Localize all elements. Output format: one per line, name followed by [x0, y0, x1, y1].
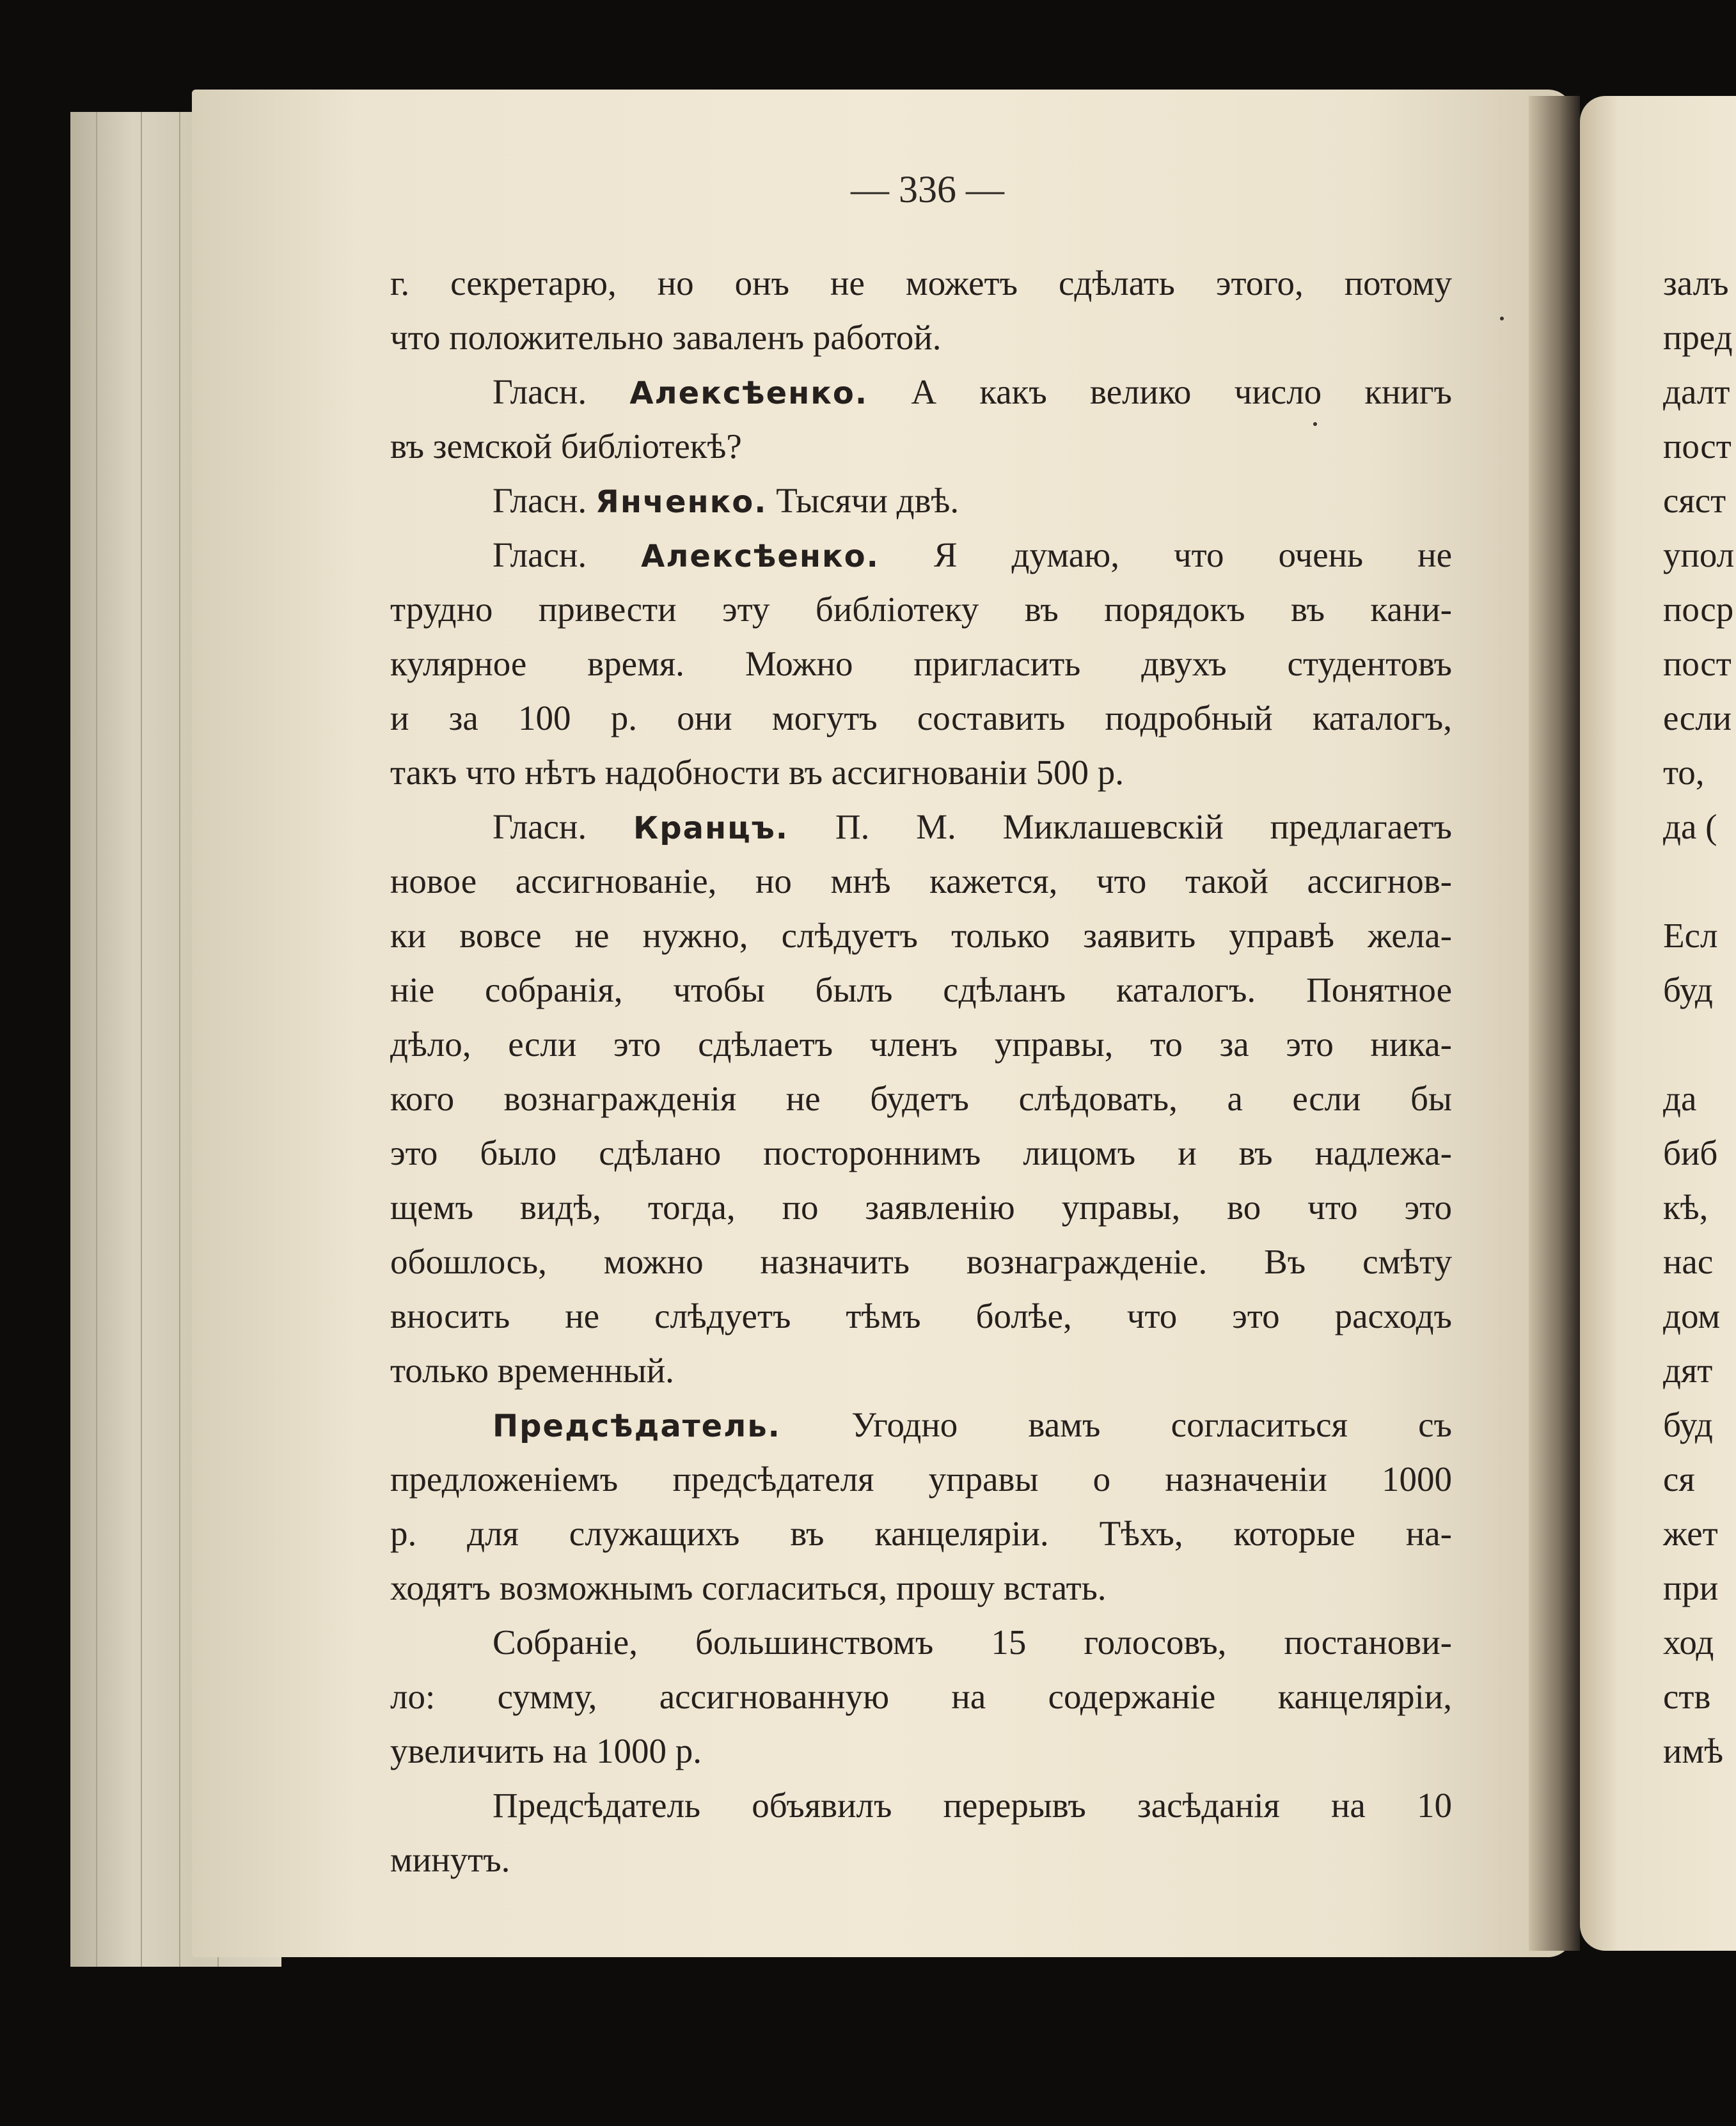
- text-fragment: ся: [1663, 1460, 1695, 1499]
- text-line: ходятъ возможнымъ согласиться, прошу встать.: [390, 1568, 1107, 1607]
- text-fragment: дом: [1663, 1296, 1721, 1335]
- text-fragment: если: [1663, 698, 1732, 737]
- page-edge-line: [96, 112, 97, 1967]
- text-line: Гласн. Янченко. Тысячи двѣ.: [493, 481, 959, 520]
- right-page-text: [1663, 256, 1736, 1778]
- text-line: минутъ.: [390, 1840, 510, 1879]
- text-line: г. секретарю, но онъ не можетъ сдѣлать этого, потому: [390, 264, 1452, 303]
- text-fragment: пост: [1663, 427, 1732, 466]
- speaker-name: Янченко.: [595, 484, 768, 520]
- text-fragment: при: [1663, 1568, 1719, 1607]
- text-fragment: залъ: [1663, 264, 1729, 303]
- book-gutter: [1529, 96, 1580, 1951]
- text-line: вносить не слѣдуетъ тѣмъ болѣе, что это расходъ: [390, 1296, 1452, 1335]
- text-fragment: ств: [1663, 1677, 1711, 1716]
- text-fragment: пост: [1663, 644, 1732, 683]
- ink-speck: [1313, 422, 1317, 426]
- text-line: Гласн. Алексѣенко. Я думаю, что очень не: [493, 535, 1452, 574]
- text-line: Гласн. Кранцъ. П. М. Миклашевскій предлагаетъ: [493, 807, 1452, 846]
- text-line: новое ассигнованіе, но мнѣ кажется, что такой ассигнов-: [390, 862, 1452, 901]
- text-line: кого вознагражденія не будетъ слѣдовать, а если бы: [390, 1079, 1452, 1118]
- text-fragment: Есл: [1663, 916, 1718, 955]
- text-fragment: упол: [1663, 535, 1735, 574]
- text-line: ло: сумму, ассигнованную на содержаніе канцеляріи,: [390, 1677, 1452, 1716]
- text-fragment: пред: [1663, 318, 1733, 357]
- speaker-name: Алексѣенко.: [629, 375, 869, 411]
- text-line: обошлось, можно назначить вознагражденіе. Въ смѣту: [390, 1242, 1452, 1281]
- text-fragment: далт: [1663, 372, 1730, 411]
- text-line: Собраніе, большинствомъ 15 голосовъ, постанови-: [493, 1623, 1452, 1662]
- text-fragment: имѣ: [1663, 1731, 1724, 1770]
- speaker-name: Алексѣенко.: [641, 539, 880, 574]
- text-fragment: да: [1663, 1079, 1697, 1118]
- text-fragment: нас: [1663, 1242, 1714, 1281]
- text-line: въ земской библіотекѣ?: [390, 427, 742, 466]
- text-line: что положительно заваленъ работой.: [390, 318, 942, 357]
- text-line: увеличить на 1000 р.: [390, 1731, 702, 1770]
- speaker-name: Предсѣдатель.: [493, 1408, 781, 1444]
- text-line: кулярное время. Можно пригласить двухъ студентовъ: [390, 644, 1452, 683]
- ink-speck: [1500, 317, 1504, 320]
- text-line: ніе собранія, чтобы былъ сдѣланъ каталогъ. Понятное: [390, 970, 1452, 1009]
- text-line: щемъ видѣ, тогда, по заявленію управы, во что это: [390, 1188, 1452, 1227]
- text-line: дѣло, если это сдѣлаетъ членъ управы, то за это ника-: [390, 1025, 1452, 1064]
- text-line: только временный.: [390, 1351, 674, 1390]
- text-line: такъ что нѣтъ надобности въ ассигнованіи 500 р.: [390, 753, 1124, 792]
- text-fragment: то,: [1663, 753, 1705, 792]
- page-edge-line: [141, 112, 142, 1967]
- text-fragment: буд: [1663, 970, 1713, 1009]
- left-page-text: [390, 256, 1452, 1887]
- text-fragment: сяст: [1663, 481, 1726, 520]
- speaker-name: Кранцъ.: [633, 810, 789, 846]
- text-line: и за 100 р. они могутъ составить подробный каталогъ,: [390, 698, 1452, 737]
- text-fragment: жет: [1663, 1514, 1718, 1553]
- text-line: предложеніемъ предсѣдателя управы о назначеніи 1000: [390, 1460, 1452, 1499]
- text-line: это было сдѣлано постороннимъ лицомъ и въ надлежа-: [390, 1133, 1452, 1172]
- text-line: р. для служащихъ въ канцеляріи. Тѣхъ, которые на-: [390, 1514, 1452, 1553]
- text-line: трудно привести эту библіотеку въ порядокъ въ кани-: [390, 590, 1452, 629]
- text-fragment: буд: [1663, 1405, 1713, 1444]
- text-line: ки вовсе не нужно, слѣдуетъ только заявить управѣ жела-: [390, 916, 1452, 955]
- text-fragment: поср: [1663, 590, 1734, 629]
- text-line: Предсѣдатель. Угодно вамъ согласиться съ: [493, 1405, 1452, 1444]
- text-fragment: дят: [1663, 1351, 1713, 1390]
- text-fragment: биб: [1663, 1133, 1718, 1172]
- text-line: Предсѣдатель объявилъ перерывъ засѣданія на 10: [493, 1786, 1452, 1825]
- page-number: — 336 —: [851, 168, 1004, 210]
- text-line: Гласн. Алексѣенко. А какъ велико число книгъ: [493, 372, 1452, 411]
- text-fragment: ход: [1663, 1623, 1714, 1662]
- text-fragment: да (: [1663, 807, 1717, 846]
- page-edge-line: [179, 112, 180, 1967]
- text-fragment: кѣ,: [1663, 1188, 1708, 1227]
